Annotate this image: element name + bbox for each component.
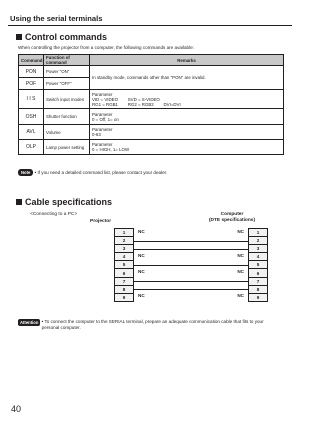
remarks-column-header: Remarks	[90, 55, 284, 66]
page-number: 40	[11, 404, 22, 414]
control-commands-title: Control commands	[25, 32, 108, 42]
wire-line	[134, 249, 248, 250]
wire-line	[134, 265, 248, 266]
pin-connection	[134, 237, 249, 245]
computer-pin: 5	[249, 261, 268, 269]
connecting-to-pc-label: <Connecting to a PC>	[30, 212, 78, 217]
projector-pin: 8	[115, 285, 134, 293]
wire-line	[134, 241, 248, 242]
wire-line	[134, 289, 248, 290]
square-bullet-icon	[16, 199, 22, 205]
no-connect-label: NC	[237, 293, 244, 299]
note-badge: Note	[18, 169, 33, 176]
projector-pin: 5	[115, 261, 134, 269]
command-remarks	[90, 125, 284, 140]
header-divider	[8, 25, 292, 26]
command-row	[19, 66, 284, 78]
computer-pin: 8	[249, 285, 268, 293]
commands-table-header	[19, 55, 284, 66]
pin-row	[115, 253, 268, 261]
remark-line: Parameter	[92, 142, 113, 147]
command-code: OSH	[19, 109, 44, 125]
remark-line: 0-63	[92, 132, 101, 137]
remark-line: In standby mode, commands other than "PON" are invalid.	[92, 75, 206, 80]
command-remarks	[90, 140, 284, 155]
pin-row	[115, 245, 268, 253]
command-function: Switch input modes	[44, 90, 90, 109]
note-text: • If you need a detailed command list, please contact your dealer.	[34, 170, 168, 175]
command-remarks	[90, 66, 284, 90]
pin-wiring-diagram	[114, 228, 268, 302]
projector-pin: 1	[115, 229, 134, 237]
computer-dte-label: (DTE specifications)	[208, 218, 256, 223]
no-connect-label: NC	[237, 252, 244, 258]
attention-block	[18, 319, 288, 331]
pin-row	[115, 269, 268, 277]
pin-connection	[134, 245, 249, 253]
computer-pin: 4	[249, 253, 268, 261]
no-connect-label: NC	[237, 228, 244, 234]
control-intro-text: When controlling the projector from a computer, the following commands are available:	[18, 45, 194, 50]
no-connect-label: NC	[138, 252, 145, 258]
remark-line: 0 = Off, 1= on	[92, 116, 119, 122]
attention-badge: Attention	[20, 320, 39, 325]
control-commands-heading	[16, 32, 107, 42]
command-code: I I S	[19, 90, 44, 109]
projector-pin: 4	[115, 253, 134, 261]
pin-connection	[134, 293, 249, 301]
command-function: Power "OFF"	[44, 78, 90, 90]
computer-label: Computer	[220, 212, 244, 217]
projector-pin: 6	[115, 269, 134, 277]
projector-pin: 9	[115, 293, 134, 301]
computer-pin: 7	[249, 277, 268, 285]
remark-line: VID = VIDEO SVD = S-VIDEO	[92, 96, 160, 102]
pin-row	[115, 277, 268, 285]
command-function: Power "ON"	[44, 66, 90, 78]
remark-line: Parameter	[92, 91, 113, 97]
command-remarks	[90, 90, 284, 109]
pin-row	[115, 261, 268, 269]
remark-line: RG1 = RGB1 RG2 = RGB2 DVI=DVI	[92, 101, 181, 107]
wire-line	[134, 281, 248, 282]
pin-connection	[134, 269, 249, 277]
pin-connection	[134, 261, 249, 269]
pin-connection	[134, 253, 249, 261]
pin-row	[115, 237, 268, 245]
no-connect-label: NC	[138, 268, 145, 274]
command-row	[19, 109, 284, 125]
pin-row	[115, 229, 268, 237]
remark-line: Parameter	[92, 127, 113, 132]
page-header-title: Using the serial terminals	[10, 14, 103, 23]
computer-pin: 9	[249, 293, 268, 301]
square-bullet-icon	[16, 34, 22, 40]
projector-pin: 3	[115, 245, 134, 253]
cable-specifications-heading	[16, 197, 112, 207]
command-row	[19, 125, 284, 140]
computer-pin: 1	[249, 229, 268, 237]
pin-row	[115, 293, 268, 301]
no-connect-label: NC	[138, 228, 145, 234]
command-code: POF	[19, 78, 44, 90]
no-connect-label: NC	[138, 293, 145, 299]
cable-specifications-title: Cable specifications	[25, 197, 113, 207]
function-column-header: Function of command	[44, 55, 90, 66]
note-block	[18, 169, 167, 176]
pin-row	[115, 285, 268, 293]
command-function: Shutter function	[44, 109, 90, 125]
command-row	[19, 140, 284, 155]
projector-pin: 2	[115, 237, 134, 245]
attention-text: • To connect the computer to the SERIAL terminal, prepare an adequate communication cable that fits to your personal computer.	[41, 319, 264, 330]
pin-connection	[134, 285, 249, 293]
command-remarks	[90, 109, 284, 125]
remark-line: Parameter	[92, 111, 113, 117]
projector-label: Projector	[90, 219, 112, 224]
pin-connection	[134, 277, 249, 285]
computer-pin: 3	[249, 245, 268, 253]
command-code: PON	[19, 66, 44, 78]
computer-label-block	[196, 212, 268, 224]
computer-pin: 6	[249, 269, 268, 277]
command-function: Volume	[44, 125, 90, 140]
command-column-header: Command	[19, 55, 44, 66]
command-function: Lamp power setting	[44, 140, 90, 155]
command-code: AVL	[19, 125, 44, 140]
remark-line: 0 = HIGH, 1= LOW	[92, 147, 130, 152]
computer-pin: 2	[249, 237, 268, 245]
command-code: OLP	[19, 140, 44, 155]
command-row	[19, 90, 284, 109]
commands-table	[18, 54, 284, 155]
projector-pin: 7	[115, 277, 134, 285]
no-connect-label: NC	[237, 268, 244, 274]
pin-connection	[134, 229, 249, 237]
